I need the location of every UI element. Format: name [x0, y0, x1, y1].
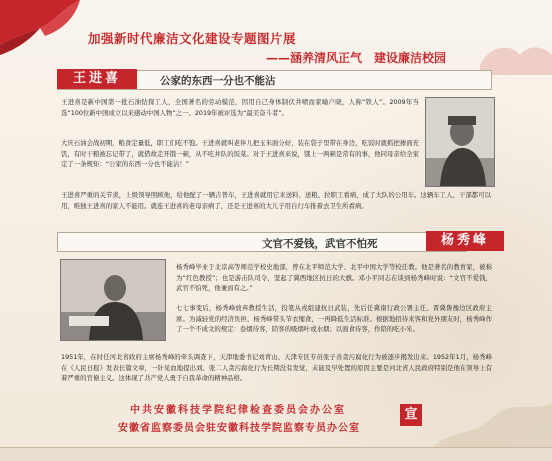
section2-name: 杨秀峰	[426, 231, 504, 251]
wang-jinxi-photo	[425, 97, 495, 187]
landscape-decoration	[432, 388, 552, 448]
section1-name: 王进喜	[57, 69, 137, 89]
section1-paragraph-3: 王进喜严重的关节炎，上级领导照顾他，给他配了一辆吉普车，王进喜就用它来送料、送粮、拉职工看病，成了大队的公用车。这辆车工人、干部都可以用，唯独王进喜的家人不能用。就连王进喜的老母亲病了，还是王进喜的大儿子用自行车推着去卫生所看病。	[61, 191, 491, 210]
footer-org-line-1: 中共安徽科技学院纪律检查委员会办公室	[130, 405, 346, 416]
yang-xiufeng-photo	[60, 259, 166, 341]
bottom-bar	[0, 448, 552, 461]
cloud-decoration	[470, 35, 552, 75]
section2-paragraph-2: 七七事变后，杨秀峰放弃教授生活，投笔从戎组建抗日武装，先后任冀南行政公署主任、晋冀鲁豫边区政府主席。为减轻党的经济负担，杨秀峰带头节衣缩食，一再降低生活标准。根据地招待来客和党外朋友时，杨秀峰作了一个不成文的规定：卷烟待客，陪客的吸烟叶或水烟；以面食待客，作陪的吃小米。	[176, 304, 492, 333]
footer-org-line-2: 安徽省监察委员会驻安徽科技学院监察专员办公室	[118, 423, 360, 434]
poster-title: 加强新时代廉洁文化建设专题图片展	[88, 31, 297, 46]
section1-subtitle: 公家的东西一分也不能沾	[160, 75, 276, 87]
red-flag-graphic	[0, 0, 80, 70]
section2-paragraph-1: 杨秀峰毕业于北京高等师范学校史地部，曾在北平师范大学、北平中国大学等校任教。他是著名的教育家，被称为“红色教授”；也是游击队司令，坚起了冀西地区抗日的大旗。邓小平同志在谈到杨秀峰时说：“文官不爱钱，武官不怕死，他兼而有之。”	[176, 263, 492, 292]
section2-paragraph-3: 1951年，在时任河北省政府主席杨秀峰的牵头调查下，天津地委书记刘青山、天津专区专员张子善贪污腐化行为被逐步揭发出来。1952年1月，杨秀峰在《人民日报》发表长篇文章，一针见血地提出刘、张二人贪污腐化行为长期没有发觉，未能及早处置的原因主要是河北省人民政府特别是他在领导上有着严重的官僚主义。这体现了共产党人勇于自我革命的精神品格。	[61, 353, 492, 382]
poster-subtitle: ——涵养清风正气 建设廉洁校园	[266, 51, 447, 65]
seal-stamp: 宣	[400, 404, 422, 426]
section1-paragraph-2: 大庆石油会战初期，粮食定量低，职工们吃不饱。王进喜就叫老伴儿把玉米面分好，装在袋子里带在身边，吃饭时就抓把掺面充饥，有时干粮被忘记带了，就借故走开饿一顿，从不吃井队的饭菜。对于王进喜来说，饿上一两顿是常有的事，他同母亲给全家定了一条规矩：“公家的东西一分也不能沾！”	[61, 139, 419, 168]
section2-subtitle: 文官不爱钱，武官不怕死	[262, 238, 378, 250]
section1-paragraph-1: 王进喜是新中国第一批石油钻探工人，全国著名的劳动模范，因用自己身体制伏井喷而家喻户晓，人称“铁人”。2009年当选“100位新中国成立以来感动中国人物”之一。2019年被评选为“最美奋斗者”。	[61, 98, 419, 117]
